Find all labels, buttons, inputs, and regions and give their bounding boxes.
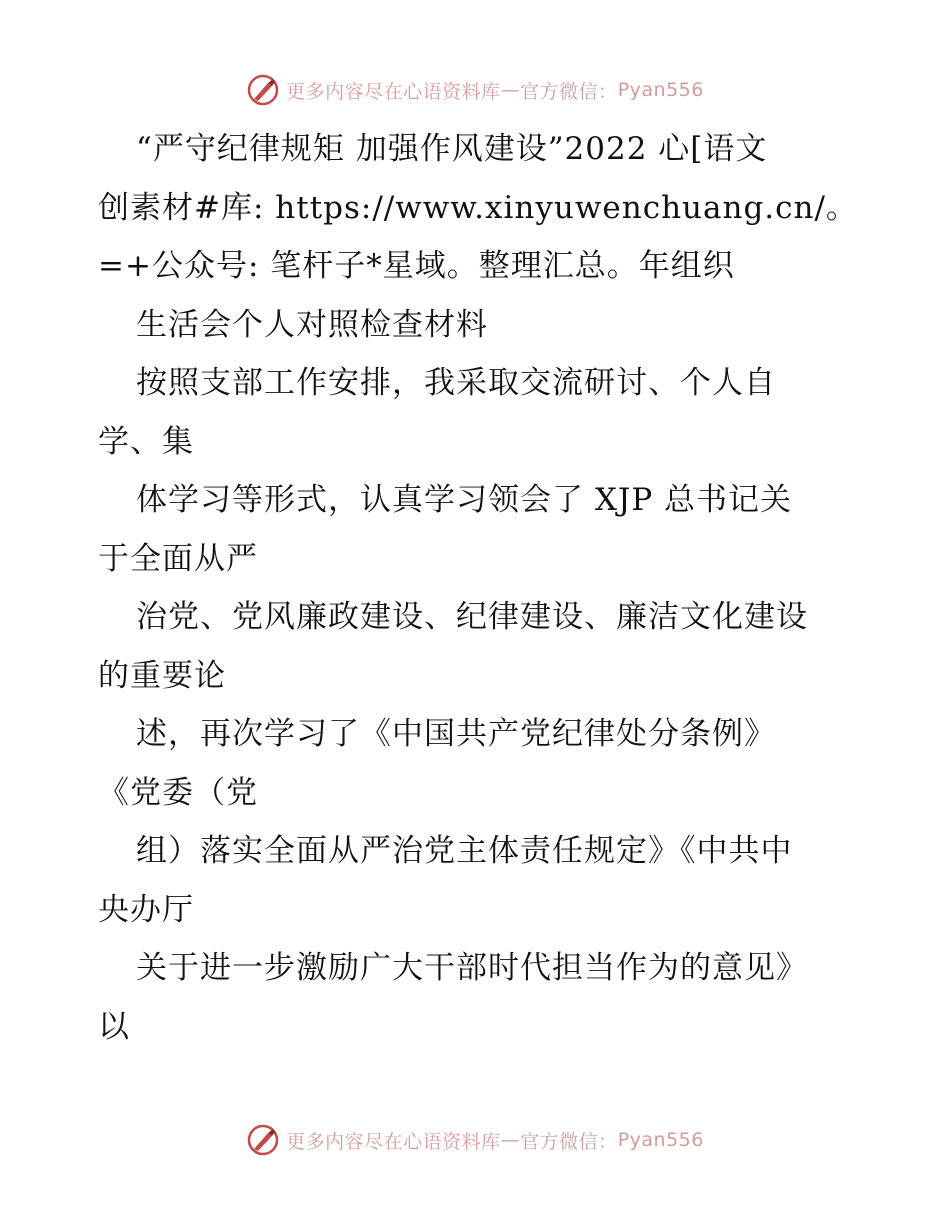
watermark-dash: — xyxy=(500,79,521,101)
text-line: 以 xyxy=(98,1008,130,1045)
text-line: 《党委（党 xyxy=(98,774,258,811)
watermark-wechat-id: Pyan556 xyxy=(617,79,704,101)
text-line: 央办厅 xyxy=(98,891,194,928)
text-line: 按照支部工作安排，我采取交流研讨、个人自 xyxy=(136,365,776,401)
header-watermark xyxy=(0,70,950,110)
text-line: 述，再次学习了《中国共产党纪律处分条例》 xyxy=(136,716,776,752)
watermark-dash: — xyxy=(500,1129,521,1151)
text-line: =+公众号: 笔杆子*星域。整理汇总。年组织 xyxy=(98,248,735,284)
text-line: 治党、党风廉政建设、纪律建设、廉洁文化建设 xyxy=(136,599,808,635)
text-line: 的重要论 xyxy=(98,657,226,694)
watermark-site-text: 更多内容尽在心语资料库 xyxy=(286,1130,501,1153)
text-line: 学、集 xyxy=(98,423,194,460)
text-line: 生活会个人对照检查材料 xyxy=(136,306,488,343)
text-line: 创素材#库: https://www.xinyuwenchuang.cn/。 xyxy=(98,189,858,226)
text-line: “严守纪律规矩 加强作风建设”2022 心[语文 xyxy=(136,131,768,167)
text-line: 关于进一步激励广大干部时代担当作为的意见》 xyxy=(136,950,808,986)
document-body xyxy=(98,120,858,1056)
text-line: 于全面从严 xyxy=(98,540,258,577)
footer-watermark xyxy=(0,1120,950,1160)
text-line: 体学习等形式，认真学习领会了 XJP 总书记关 xyxy=(136,482,793,518)
watermark-wechat-id: Pyan556 xyxy=(617,1129,704,1151)
pen-logo-icon xyxy=(246,1123,280,1157)
pen-logo-icon xyxy=(246,73,280,107)
text-line: 组）落实全面从严治党主体责任规定》《中共中 xyxy=(136,833,793,869)
watermark-wechat-label: 官方微信： xyxy=(520,80,618,103)
watermark-wechat-label: 官方微信： xyxy=(520,1130,618,1153)
watermark-site-text: 更多内容尽在心语资料库 xyxy=(286,80,501,103)
